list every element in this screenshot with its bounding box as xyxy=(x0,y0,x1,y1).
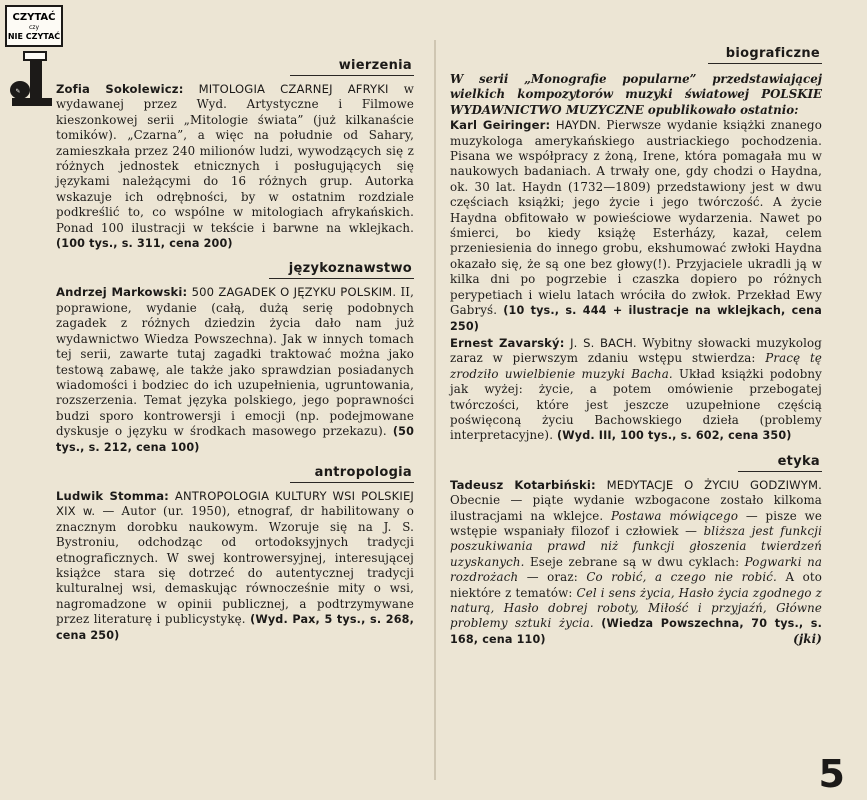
review-quote: Postawa mówiącego xyxy=(611,508,739,523)
publication-details: (50 tys., s. 212, cena 100) xyxy=(56,425,415,454)
section-heading-jezykoznawstwo: językoznawstwo xyxy=(269,261,414,279)
review-quote: Pogwarki na rozdrożach xyxy=(450,554,823,585)
section-heading-wierzenia: wierzenia xyxy=(290,58,414,76)
book-title: MITOLOGIA CZARNEJ AFRYKI xyxy=(198,82,389,96)
left-column xyxy=(56,58,414,653)
logo-line-1: CZYTAĆ xyxy=(12,12,56,23)
publication-details: (Wyd. Pax, 5 tys., s. 268, cena 250) xyxy=(56,613,414,642)
review-quote: Pracę tę zrodziło uwielbienie muzyki Bacha. xyxy=(450,351,822,381)
logo-line-3: NIE CZYTAĆ xyxy=(7,32,61,41)
review-body: Obecnie — piąte wydanie wzbogacone zostało kilkoma ilustracjami na wklejce. xyxy=(450,493,822,523)
review-quote: Cel i sens życia, Hasło życia zgodnego z naturą, Hasło dobrej roboty, Miłość i przyjaźń, Główne problemy sztuki życia. xyxy=(450,585,823,631)
author-name: Zofia Sokolewicz: xyxy=(56,82,184,96)
review-body: Wybitny słowacki muzykolog zaraz w pierwszym zdaniu wstępu stwierdza: xyxy=(450,335,822,366)
book-title: HAYDN. xyxy=(555,118,601,133)
svg-text:✎: ✎ xyxy=(15,88,21,95)
reviewer-signature: (jki) xyxy=(793,631,822,646)
book-title: ANTROPOLOGIA KULTURY WSI POLSKIEJ XIX w. xyxy=(56,488,414,519)
column-divider xyxy=(434,40,436,780)
publication-details: (100 tys., s. 311, cena 200) xyxy=(56,237,233,251)
review-body: w wydawanej przez Wyd. Artystyczne i Filmowe kieszonkowej serii „Mitologie świata” (już kilkanaście tomików). „Czarna”, a więc na południe od Sahary, zamieszkała przez 240 milionów ludzi, wywodzących się z różnych jednostek etnicznych i posługujących się językami należącymi do 16 różnych grup. Autorka wskazuje ich odrębności, by w ostatnim rozdziale podkreślić to, co wspólne w mitologiach afrykańskich. Ponad 100 ilustracji w tekście i barwne na wklejkach. xyxy=(56,82,414,235)
author-name: Karl Geiringer: xyxy=(450,118,551,133)
section-heading-antropologia: antropologia xyxy=(290,465,414,483)
review-sokolewicz xyxy=(56,82,414,251)
page-number: 5 xyxy=(818,752,845,796)
review-body-continued: Eseje zebrane są w dwu cyklach: xyxy=(530,554,740,569)
book-title: J. S. BACH. xyxy=(570,335,637,350)
author-name: Tadeusz Kotarbiński: xyxy=(450,477,596,492)
right-column xyxy=(450,46,822,657)
author-name: Ernest Zavarský: xyxy=(450,335,565,350)
review-body-continued: — oraz: xyxy=(526,570,578,585)
review-body-continued: A oto niektóre z tematów: xyxy=(450,570,822,600)
review-body-continued: — pisze we wstępie wspaniały filozof i człowiek — xyxy=(450,508,822,538)
author-name: Andrzej Markowski: xyxy=(56,285,188,300)
review-body: Pierwsze wydanie książki znanego muzykologa amerykańskiego austriackiego pochodzenia. Pisana we współpracy z żoną, Irene, która pomagała mu w naukowych badaniach. A trwały one, gdy chodzi o Haydna, ok. 30 lat. Haydn (1732—1809) przedstawiony jest w dwu częściach książki; jego życie i jego twórczość. A życie Haydna obfitowało w powieściowe wydarzenia. Nawet po śmierci, bo kiedy książę Esterházy, kazał, celem przeniesienia do innego grobu, ekshumować zwłoki Haydna okazało się, że są one bez głowy(!). Przyjaciele ukradli ją w kilka dni po pogrzebie i czaszka dopiero po różnych perypetiach i wielu latach wróciła do zwłok. Przekład Ewy Gabryś. xyxy=(450,118,823,318)
review-geiringer xyxy=(450,118,822,334)
publication-details: (Wyd. III, 100 tys., s. 602, cena 350) xyxy=(557,429,792,443)
publication-details: (Wiedza Powszechna, 70 tys., s. 168, cena 110) xyxy=(450,617,822,646)
section-heading-biograficzne: biograficzne xyxy=(708,46,822,64)
review-stomma xyxy=(56,489,414,643)
publication-details: (10 tys., s. 444 + ilustracje na wklejkach, cena 250) xyxy=(450,304,822,333)
review-body-continued: Układ książki podobny jak wyżej: życie, a potem omówienie przebogatej twórczości, które jest jeszcze uzupełnione częścią poświęconą życiu Bachowskiego dzieła (problemy interpretacyjne). xyxy=(450,366,822,443)
review-zavarsky xyxy=(450,336,822,444)
review-body: — Autor (ur. 1950), etnograf, dr habilitowany o znacznym dorobku naukowym. Wzoruje się na J. S. Bystroniu, odchodząc od ortodoksyjnych tradycji etnograficznych. W swej kontrowersyjnej, interesującej książce stara się dotrzeć do autentycznej tradycji kulturalnej wsi, demaskując równocześnie mity o wsi, nagromadzone w opinii publicznej, a podtrzymywane przez literaturę i publicystykę. xyxy=(56,504,414,627)
author-name: Ludwik Stomma: xyxy=(56,488,169,503)
review-body: II, poprawione, wydanie (całą, dużą serię podobnych zagadek z różnych dziedzin życia dało nam już wydawnictwo Wiedza Powszechna). Jak w innych tomach tej serii, zawarte tutaj zagadki traktować można jako testową zabawę, ale także jako sprawdzian posiadanych wiadomości i bodziec do ich uzupełnienia, ugruntowania, rozszerzenia. Temat języka polskiego, jego poprawności budzi sporo kontrowersji i emocji (np. podejmowane dyskusje o języku w środkach masowego przekazu). xyxy=(56,285,414,439)
review-quote: Co robić, a czego nie robić. xyxy=(586,570,777,585)
review-markowski xyxy=(56,285,414,454)
review-kotarbinski xyxy=(450,478,822,647)
book-title: MEDYTACJE O ŻYCIU GODZIWYM. xyxy=(606,477,822,492)
review-quote: bliższa jest funkcji poszukiwania prawd niż funkcji głoszenia twierdzeń uzyskanych. xyxy=(450,523,823,569)
series-intro: W serii „Monografie popularne” przedstawiającej wielkich kompozytorów muzyki światowej POLSKIE WYDAWNICTWO MUZYCZNE opublikowało ostatnio: xyxy=(450,72,822,117)
logo-line-2: czy xyxy=(29,24,39,31)
section-heading-etyka: etyka xyxy=(738,454,822,472)
book-title: 500 ZAGADEK O JĘZYKU POLSKIM. xyxy=(191,285,397,300)
